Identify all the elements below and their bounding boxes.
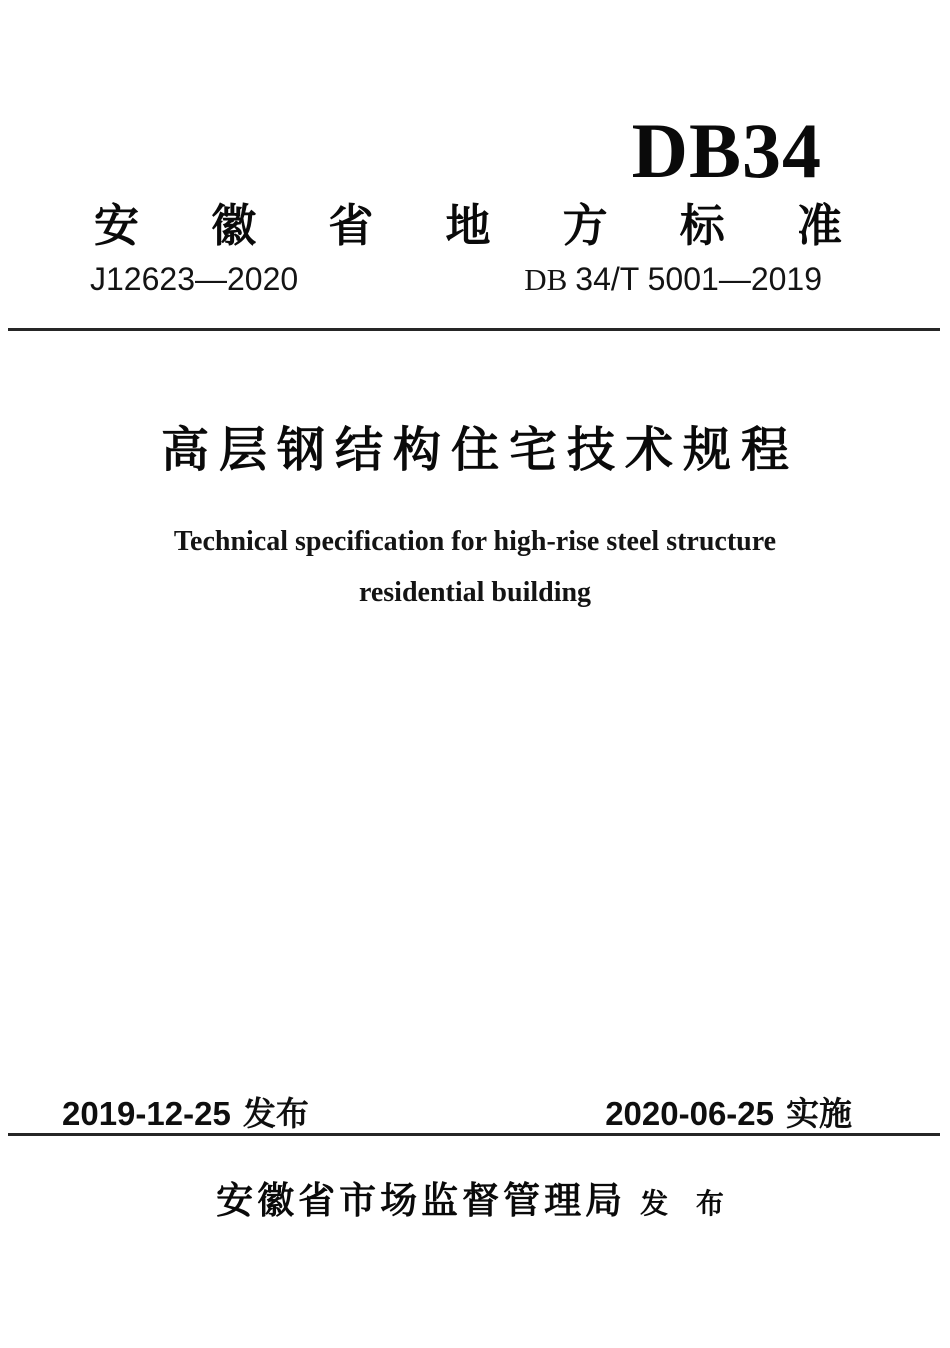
header-divider [8,328,940,331]
standard-number-prefix: DB [524,262,568,297]
standard-name-char: 准 [796,200,842,251]
publisher-row [0,1170,950,1224]
dates-row [62,1097,852,1130]
document-title-chinese-text: 高层钢结构住宅技术规程 [160,424,799,477]
implementation-date-group [605,1097,852,1130]
publisher-name: 安徽省市场监督管理局 [216,1180,627,1221]
standard-name-char: 方 [562,200,608,251]
codes-row [90,263,822,295]
issue-date-label: 发布 [242,1095,309,1132]
standard-name-char: 省 [328,200,374,251]
issue-date: 2019-12-25 [62,1095,231,1132]
implementation-date-label: 实施 [786,1095,852,1132]
standard-logo: DB34 [631,107,822,194]
document-title-english-line1: Technical specification for high-rise steel structure [173,526,777,557]
standard-name [94,200,842,251]
issue-date-group [62,1097,309,1130]
document-title-chinese [0,425,950,478]
footer-divider [8,1133,940,1136]
document-title-english [0,516,950,618]
standard-number-rest: 34/T 5001—2019 [575,261,822,297]
record-number: J12623—2020 [90,261,299,297]
document-title-english-line2: residential building [358,577,592,608]
standard-name-char: 安 [94,200,140,251]
standard-name-char: 地 [445,200,491,251]
standard-name-char: 徽 [211,200,257,251]
standard-number [524,263,822,295]
publisher-issue-label: 发 布 [640,1188,734,1219]
standard-name-char: 标 [679,200,725,251]
implementation-date: 2020-06-25 [605,1095,774,1132]
